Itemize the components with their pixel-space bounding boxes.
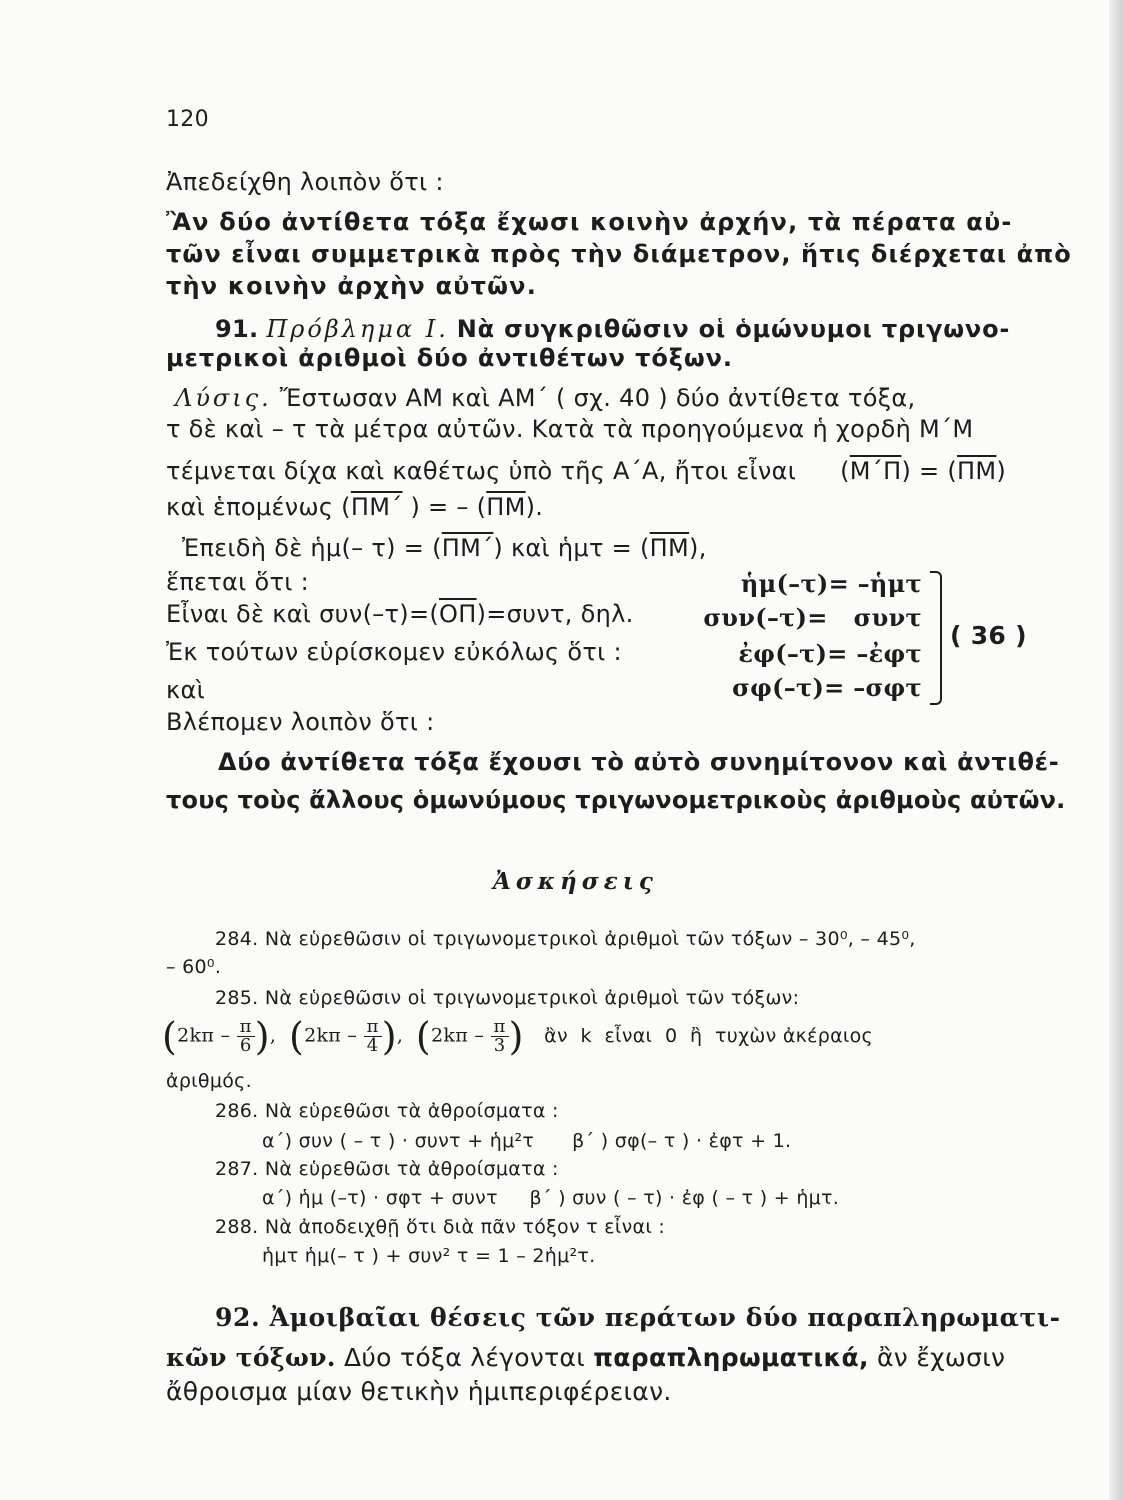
problem-text-1: Νὰ συγκριθῶσιν οἱ ὁμώνυμοι τριγωνο- <box>456 315 1011 343</box>
arc-PM-prime-2: $\overline{\Pi M΄}$ <box>441 534 494 562</box>
fraction-3-den: 3 <box>493 1035 506 1056</box>
exercise-284-line-1: 284. Νὰ εὑρεθῶσιν οἱ τριγωνομετρικοὶ ἀριθμοὶ τῶν τόξων – 30⁰, – 45⁰, <box>215 928 916 950</box>
exercise-287-line-2: α΄) ἡμ (–τ) · σφτ + συντ β΄ ) συν ( – τ) · ἐφ ( – τ ) + ἡμτ. <box>262 1187 840 1209</box>
section-92-number: 92. <box>215 1303 261 1332</box>
section-92-title-1 <box>215 1302 1061 1334</box>
solution-line-10: Βλέπομεν λοιπὸν ὅτι : <box>166 708 435 736</box>
exercise-288-line-2: ἡμτ ἡμ(– τ ) + συν² τ = 1 – 2ἡμ²τ. <box>262 1245 596 1267</box>
fraction-pi-6 <box>237 1018 255 1055</box>
exercise-285-line-3: ἀριθμός. <box>166 1070 252 1092</box>
problem-number: 91. <box>215 315 259 343</box>
theorem-line-1: Ἂν δύο ἀντίθετα τόξα ἔχωσι κοινὴν ἀρχήν, τὰ πέρατα αὐ- <box>166 208 1013 236</box>
problem-text-2: μετρικοὶ ἀριθμοὶ δύο ἀντιθέτων τόξων. <box>166 344 733 372</box>
solution-text-7b: )=συντ, δηλ. <box>476 600 634 628</box>
theorem-line-3: τὴν κοινὴν ἀρχὴν αὐτῶν. <box>166 272 538 300</box>
exercise-287-line-1: 287. Νὰ εὑρεθῶσι τὰ ἀθροίσματα : <box>215 1158 559 1180</box>
exercise-285-arcs: (2kπ – $\frac{\pi}{6}$ ), (2kπ – $\frac{\pi}{4}$ ), (2kπ – $\frac{\pi}{3}$ ) ἂν k εἶναι 0 ἢ τυχὼν ἀκέραιος <box>162 1014 874 1059</box>
exercise-288-line-1: 288. Νὰ ἀποδειχθῇ ὅτι διὰ πᾶν τόξον τ εἶναι : <box>215 1216 666 1238</box>
section-92-title-text: Ἀμοιβαῖαι θέσεις τῶν περάτων δύο παραπληρωματι- <box>269 1303 1061 1332</box>
exercise-285-tail: ἂν k εἶναι 0 ἢ τυχὼν ἀκέραιος <box>544 1024 874 1047</box>
section-92-line-2 <box>166 1342 1005 1374</box>
arc-PM-prime: $\overline{\Pi M΄}$ <box>350 493 403 521</box>
fraction-2-den: 4 <box>366 1035 379 1056</box>
fraction-3-num: π <box>491 1018 509 1037</box>
conclusion-line-1: Δύο ἀντίθετα τόξα ἔχουσι τὸ αὐτὸ συνημίτονον καὶ ἀντιθέ- <box>218 748 1060 776</box>
solution-line-9: καὶ <box>166 676 205 704</box>
exercise-285-line-1: 285. Νὰ εὑρεθῶσιν οἱ τριγωνομετρικοὶ ἀριθμοὶ τῶν τόξων: <box>215 987 800 1009</box>
solution-text-5b: ) καὶ ἡμτ = ( <box>493 534 650 562</box>
solution-line-8: Ἐκ τούτων εὑρίσκομεν εὐκόλως ὅτι : <box>166 638 622 666</box>
intro-line: Ἀπεδείχθη λοιπὸν ὅτι : <box>166 168 444 196</box>
exercise-286-line-2: α΄) συν ( – τ ) · συντ + ἡμ²τ β΄ ) σφ(– τ ) · ἐφτ + 1. <box>262 1130 792 1152</box>
section-92-text-a: Δύο τόξα λέγονται <box>344 1343 585 1372</box>
solution-line-6: ἕπεται ὅτι : <box>166 568 309 596</box>
section-92-text-c: ἂν ἔχωσιν <box>877 1343 1006 1372</box>
formula-number: ( 36 ) <box>950 621 1027 650</box>
theorem-line-2: τῶν εἶναι συμμετρικὰ πρὸς τὴν διάμετρον, ἥτις διέρχεται ἀπὸ <box>166 240 1072 268</box>
solution-line-4: καὶ ἑπομένως ($\overline{\Pi M΄}$ ) = – $(\overline{\Pi M})$. <box>166 493 544 521</box>
conclusion-line-2: τους τοὺς ἄλλους ὁμωνύμους τριγωνομετρικοὺς ἀριθμοὺς αὐτῶν. <box>166 786 1066 814</box>
solution-text-3: τέμνεται δίχα καὶ καθέτως ὑπὸ τῆς Α΄Α, ἤτοι εἶναι <box>166 457 797 485</box>
solution-text-4: καὶ ἑπομένως ( <box>166 493 351 521</box>
solution-line-7 <box>166 598 634 630</box>
arc-MP: $\overline{M΄\Pi}$ <box>849 457 902 485</box>
solution-text-5a: Ἐπειδὴ δὲ ἡμ(– τ) = ( <box>182 534 442 562</box>
formula-sin: ἡμ(–τ)= –ἡμτ <box>740 569 922 598</box>
exercise-284-line-2: – 60⁰. <box>166 956 222 978</box>
section-92-line-3: ἄθροισμα μίαν θετικὴν ἡμιπεριφέρειαν. <box>166 1377 672 1406</box>
solution-text-7a: Εἶναι δὲ καὶ συν(–τ)=( <box>166 600 440 628</box>
formula-cot: σφ(–τ)= –σφτ <box>732 673 922 702</box>
arc-PM: $\overline{\Pi M}$ <box>957 457 997 485</box>
page-edge-shadow <box>1109 0 1123 1500</box>
section-92-text-b: παραπληρωματικά, <box>593 1343 869 1372</box>
fraction-1-den: 6 <box>239 1035 252 1056</box>
arc-PM-2: $\overline{\Pi M}$ <box>486 493 526 521</box>
solution-line-3: τέμνεται δίχα καὶ καθέτως ὑπὸ τῆς Α΄Α, ἤτοι εἶναι $(\overline{M΄\Pi}) = (\overline{\Pi M})$ <box>166 457 1007 485</box>
formula-cos: συν(–τ)= συντ <box>703 603 922 632</box>
arc-3-lead: 2kπ – <box>431 1024 485 1047</box>
arc-2-lead: 2kπ – <box>304 1024 358 1047</box>
solution-text-1: Ἔστωσαν ΑΜ καὶ ΑΜ΄ ( σχ. 40 ) δύο ἀντίθετα τόξα, <box>279 384 916 412</box>
page-number: 120 <box>166 107 209 132</box>
segment-OP: $\overline{O\Pi}$ <box>439 600 477 628</box>
arc-1-lead: 2kπ – <box>177 1024 231 1047</box>
problem-label: Πρόβλημα Ι. <box>266 315 449 343</box>
arc-PM-3: $\overline{\Pi M}$ <box>649 534 690 562</box>
formula-brace <box>930 571 942 705</box>
exercise-286-line-1: 286. Νὰ εὑρεθῶσι τὰ ἀθροίσματα : <box>215 1100 559 1122</box>
solution-label: Λύσις. <box>175 384 272 412</box>
problem-heading <box>215 313 1010 345</box>
section-92-title-2: κῶν τόξων. <box>166 1343 336 1372</box>
formula-tan: ἐφ(–τ)= –ἐφτ <box>738 639 922 668</box>
fraction-pi-3 <box>491 1018 509 1055</box>
exercises-heading: Ἀσκήσεις <box>493 868 658 895</box>
solution-line-1 <box>175 382 915 414</box>
solution-line-2: τ δὲ καὶ – τ τὰ μέτρα αὐτῶν. Κατὰ τὰ προηγούμενα ἡ χορδὴ Μ΄Μ <box>166 415 974 443</box>
fraction-2-num: π <box>364 1018 382 1037</box>
fraction-pi-4 <box>364 1018 382 1055</box>
fraction-1-num: π <box>237 1018 255 1037</box>
solution-line-5: Ἐπειδὴ δὲ ἡμ(– $\tau) = (\overline{\Pi M΄})$ καὶ ἡμτ = $(\overline{\Pi M})$, <box>182 534 707 562</box>
